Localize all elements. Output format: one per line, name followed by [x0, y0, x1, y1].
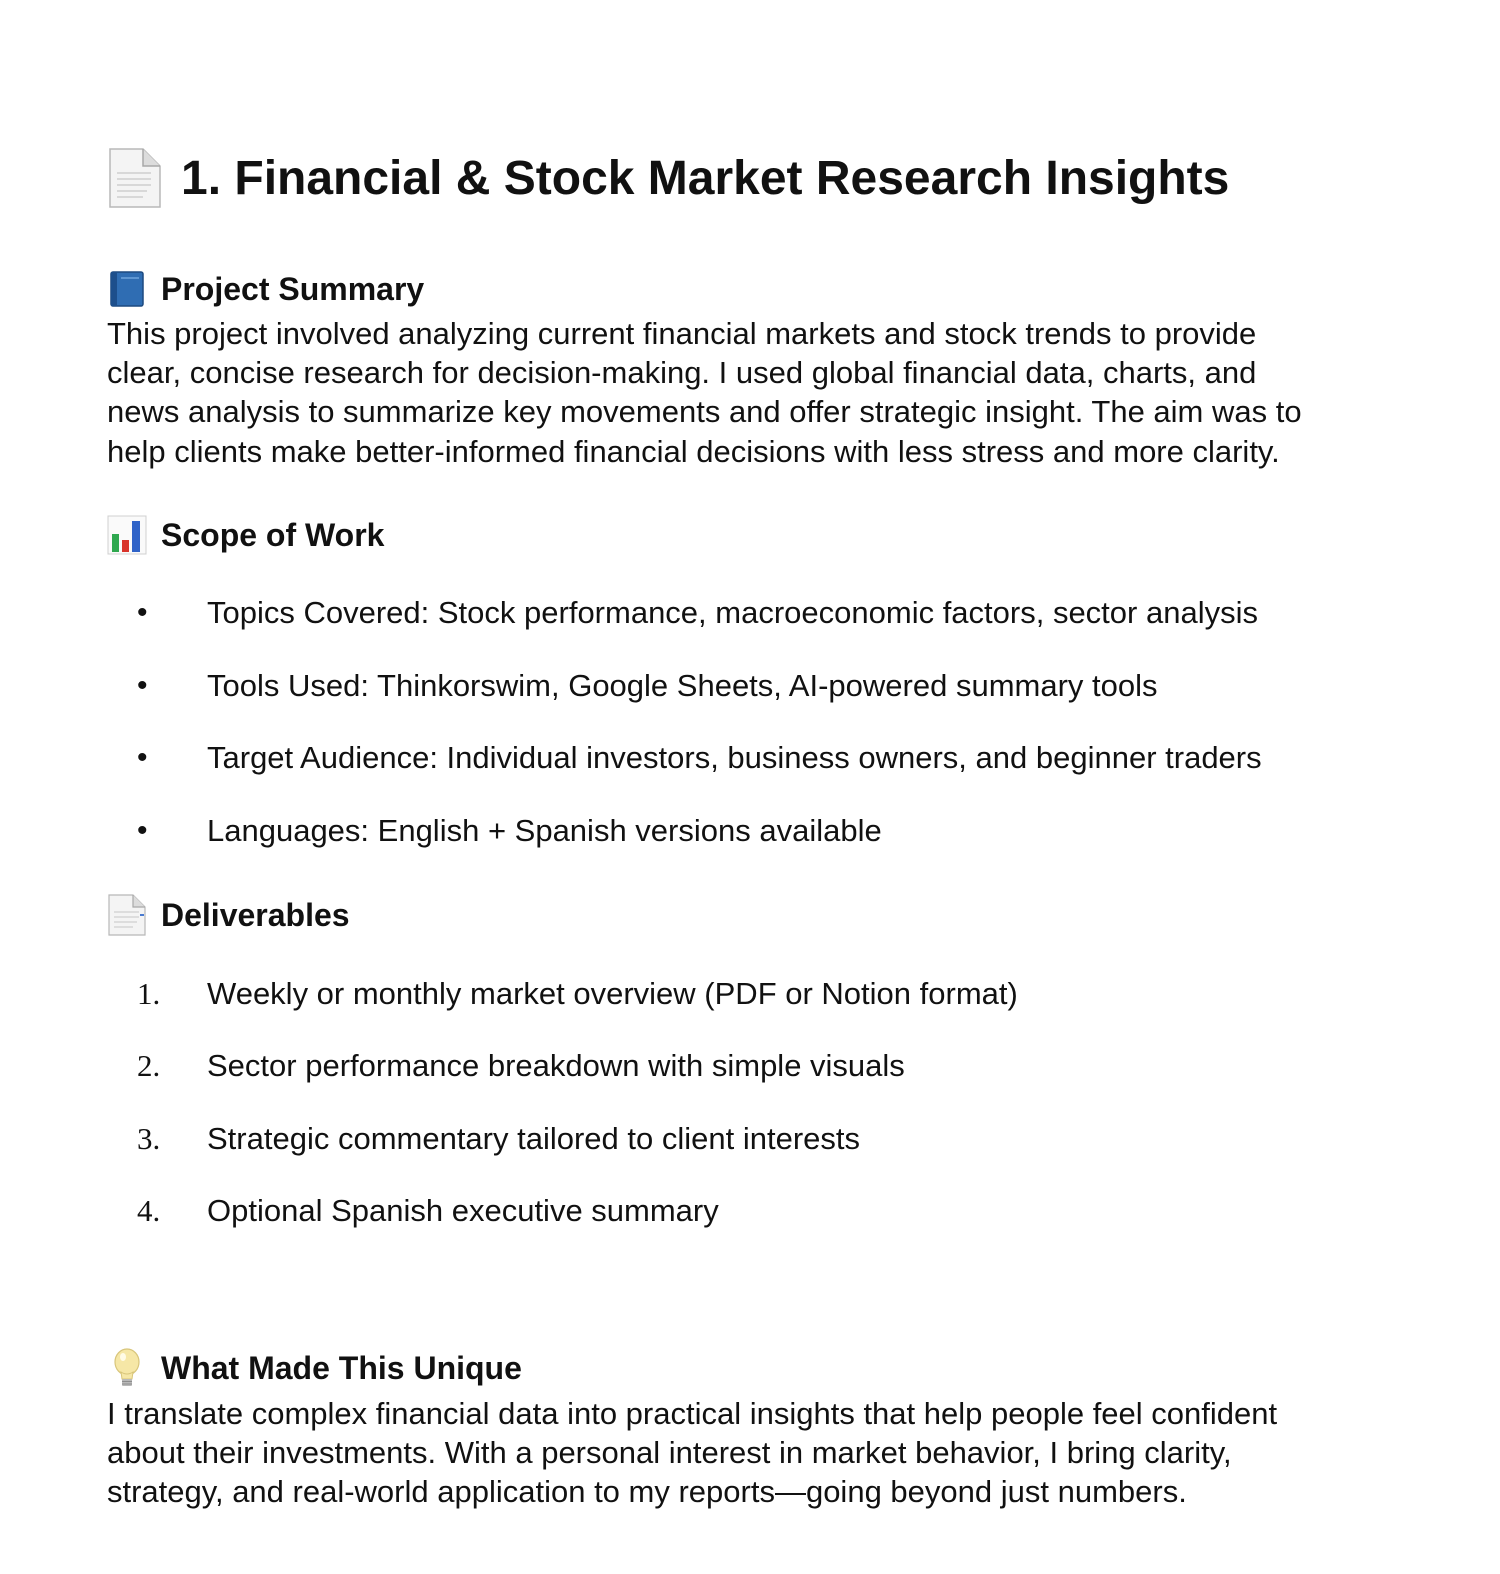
- list-number: 2.: [137, 1048, 161, 1083]
- bar-chart-icon: [107, 514, 147, 556]
- summary-line: news analysis to summarize key movements and offer strategic insight. The aim was to: [107, 394, 1302, 430]
- list-item-text: Tools Used: Thinkorswim, Google Sheets, AI-powered summary tools: [207, 668, 1158, 703]
- list-item: [107, 972, 1018, 1016]
- summary-line: clear, concise research for decision-making. I used global financial data, charts, and: [107, 355, 1257, 391]
- list-item: [107, 1117, 860, 1161]
- unique-line: strategy, and real-world application to my reports—going beyond just numbers.: [107, 1474, 1187, 1510]
- page-facing-up-icon: [107, 893, 147, 937]
- summary-paragraph: [107, 314, 1407, 471]
- section-heading-deliverables: [107, 893, 350, 937]
- unique-line: about their investments. With a personal interest in market behavior, I bring clarity,: [107, 1435, 1232, 1471]
- list-item-text: Languages: English + Spanish versions available: [207, 813, 882, 848]
- list-item-text: Topics Covered: Stock performance, macroeconomic factors, sector analysis: [207, 595, 1258, 630]
- page-facing-up-icon: [107, 147, 163, 209]
- list-item: [107, 736, 1262, 780]
- summary-line: help clients make better-informed financial decisions with less stress and more clarity.: [107, 433, 1280, 469]
- list-item: [107, 1189, 719, 1233]
- bullet-marker: •: [137, 596, 148, 629]
- section-title: Deliverables: [161, 896, 350, 933]
- unique-paragraph: [107, 1394, 1407, 1512]
- blue-book-icon: [107, 269, 147, 309]
- list-item-text: Strategic commentary tailored to client interests: [207, 1121, 860, 1156]
- section-title: What Made This Unique: [161, 1349, 522, 1386]
- section-heading-scope: [107, 513, 384, 557]
- section-title: Project Summary: [161, 270, 425, 307]
- bullet-marker: •: [137, 741, 148, 774]
- list-item-text: Sector performance breakdown with simple visuals: [207, 1048, 905, 1083]
- list-item: [107, 1044, 905, 1088]
- list-item: [107, 591, 1258, 635]
- section-heading-unique: [107, 1346, 522, 1390]
- light-bulb-icon: [107, 1346, 147, 1390]
- bullet-marker: •: [137, 814, 148, 847]
- list-number: 1.: [137, 976, 161, 1011]
- list-item-text: Weekly or monthly market overview (PDF or Notion format): [207, 976, 1018, 1011]
- list-number: 4.: [137, 1193, 161, 1228]
- summary-line: This project involved analyzing current financial markets and stock trends to provide: [107, 316, 1257, 351]
- page-title-row: [107, 142, 1229, 214]
- unique-line: I translate complex financial data into practical insights that help people feel confident: [107, 1396, 1278, 1431]
- list-item-text: Target Audience: Individual investors, business owners, and beginner traders: [207, 740, 1262, 775]
- bullet-marker: •: [137, 669, 148, 702]
- list-item: [107, 809, 882, 853]
- list-item: [107, 664, 1158, 708]
- section-title: Scope of Work: [161, 516, 385, 553]
- list-number: 3.: [137, 1121, 161, 1156]
- page-title: 1. Financial & Stock Market Research Insights: [181, 151, 1230, 205]
- section-heading-summary: [107, 267, 424, 311]
- list-item-text: Optional Spanish executive summary: [207, 1193, 719, 1228]
